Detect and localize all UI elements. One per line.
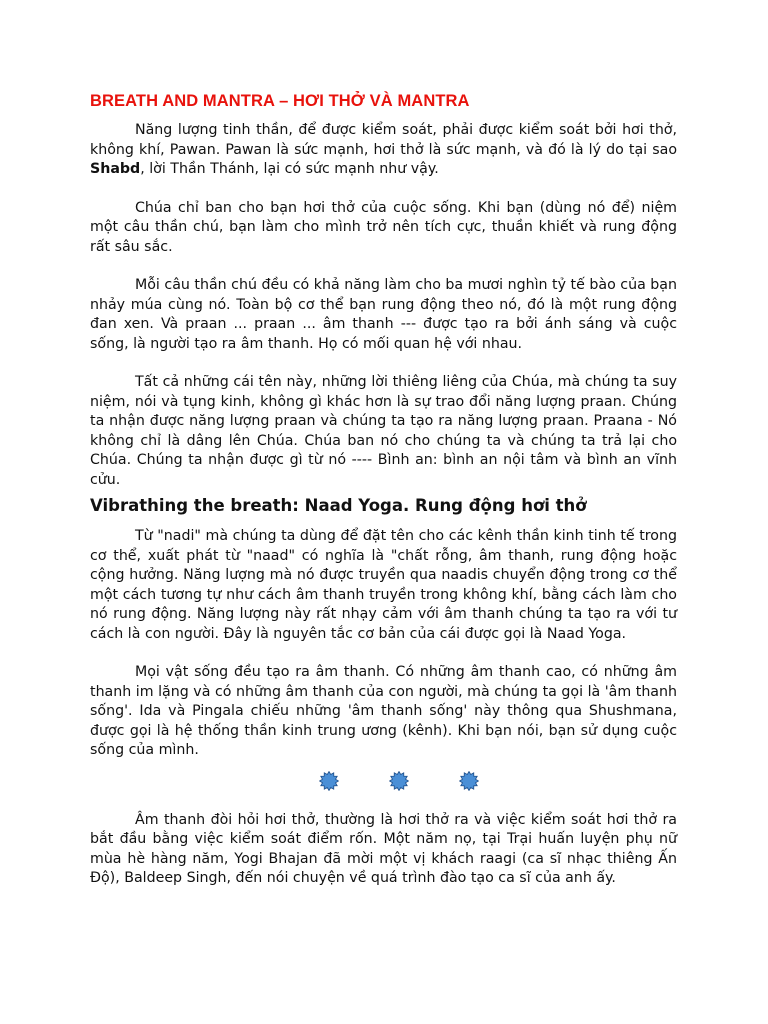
blue-starburst-icon — [319, 771, 339, 791]
paragraph-4: Tất cả những cái tên này, những lời thiêng liêng của Chúa, mà chúng ta suy niệm, nói và tụng kinh, không gì khác hơn là sự trao đổi năng lượng praan. Chúng ta nhận được năng lượng praan và chúng ta tạo ra năng lượng praan. Praana - Nó không chỉ là dâng lên Chúa. Chúa ban nó cho chúng ta và chúng ta trả lại cho Chúa. Chúng ta nhận được gì từ nó ---- Bình an: bình an nội tâm và bình an vĩnh cửu. — [90, 374, 677, 488]
blue-starburst-icon — [389, 771, 409, 791]
blue-starburst-icon — [459, 771, 479, 791]
paragraph-2: Chúa chỉ ban cho bạn hơi thở của cuộc sống. Khi bạn (dùng nó để) niệm một câu thần chú, bạn làm cho mình trở nên tích cực, thuần khiết và rung động rất sâu sắc. — [90, 199, 677, 255]
ornament-divider — [120, 771, 677, 793]
paragraph-1-text: Năng lượng tinh thần, để được kiểm soát, phải được kiểm soát bởi hơi thở, không khí, Pawan. Pawan là sức mạnh, hơi thở là sức mạnh, và đó là lý do tại sao — [90, 122, 677, 158]
paragraph-6: Mọi vật sống đều tạo ra âm thanh. Có những âm thanh cao, có những âm thanh im lặng và có những âm thanh của con người, mà chúng ta gọi là 'âm thanh sống'. Ida và Pingala chiếu những 'âm thanh sống' này thông qua Shushmana, được gọi là hệ thống thần kinh trung ương (kênh). Khi bạn nói, bạn sử dụng cuộc sống của mình. — [90, 664, 677, 758]
paragraph-7: Âm thanh đòi hỏi hơi thở, thường là hơi thở ra và việc kiểm soát hơi thở ra bắt đầu bằng việc kiểm soát điểm rốn. Một năm nọ, tại Trại huấn luyện phụ nữ mùa hè hàng năm, Yogi Bhajan đã mời một vị khách raagi (ca sĩ nhạc thiêng Ấn Độ), Baldeep Singh, đến nói chuyện về quá trình đào tạo ca sĩ của anh ấy. — [90, 811, 677, 886]
document-body — [90, 92, 677, 908]
paragraph-5: Từ "nadi" mà chúng ta dùng để đặt tên cho các kênh thần kinh tinh tế trong cơ thể, xuất phát từ "naad" có nghĩa là "chất rỗng, âm thanh, rung động hoặc cộng hưởng. Năng lượng mà nó được truyền qua naadis chuyển động trong cơ thể một cách tương tự như cách âm thanh truyền trong không khí, bằng cách làm cho nó rung động. Năng lượng này rất nhạy cảm với âm thanh chúng ta tạo ra với tư cách là con người. Đây là nguyên tắc cơ bản của cái được gọi là Naad Yoga. — [90, 528, 677, 642]
paragraph-3: Mỗi câu thần chú đều có khả năng làm cho ba mươi nghìn tỷ tế bào của bạn nhảy múa cùng nó. Toàn bộ cơ thể bạn rung động theo nó, đó là một rung động đan xen. Và praan ... praan ... âm thanh --- được tạo ra bởi ánh sáng và cuộc sống, là người tạo ra âm thanh. Họ có mối quan hệ với nhau. — [90, 277, 677, 352]
section-heading-naad-yoga: Vibrathing the breath: Naad Yoga. Rung động hơi thở — [90, 496, 587, 515]
document-title: BREATH AND MANTRA – HƠI THỞ VÀ MANTRA — [90, 92, 470, 110]
paragraph-1-text-end: , lời Thần Thánh, lại có sức mạnh như vậy. — [140, 161, 439, 177]
shabd-bold-term: Shabd — [90, 161, 141, 177]
paragraph-1 — [90, 121, 677, 180]
